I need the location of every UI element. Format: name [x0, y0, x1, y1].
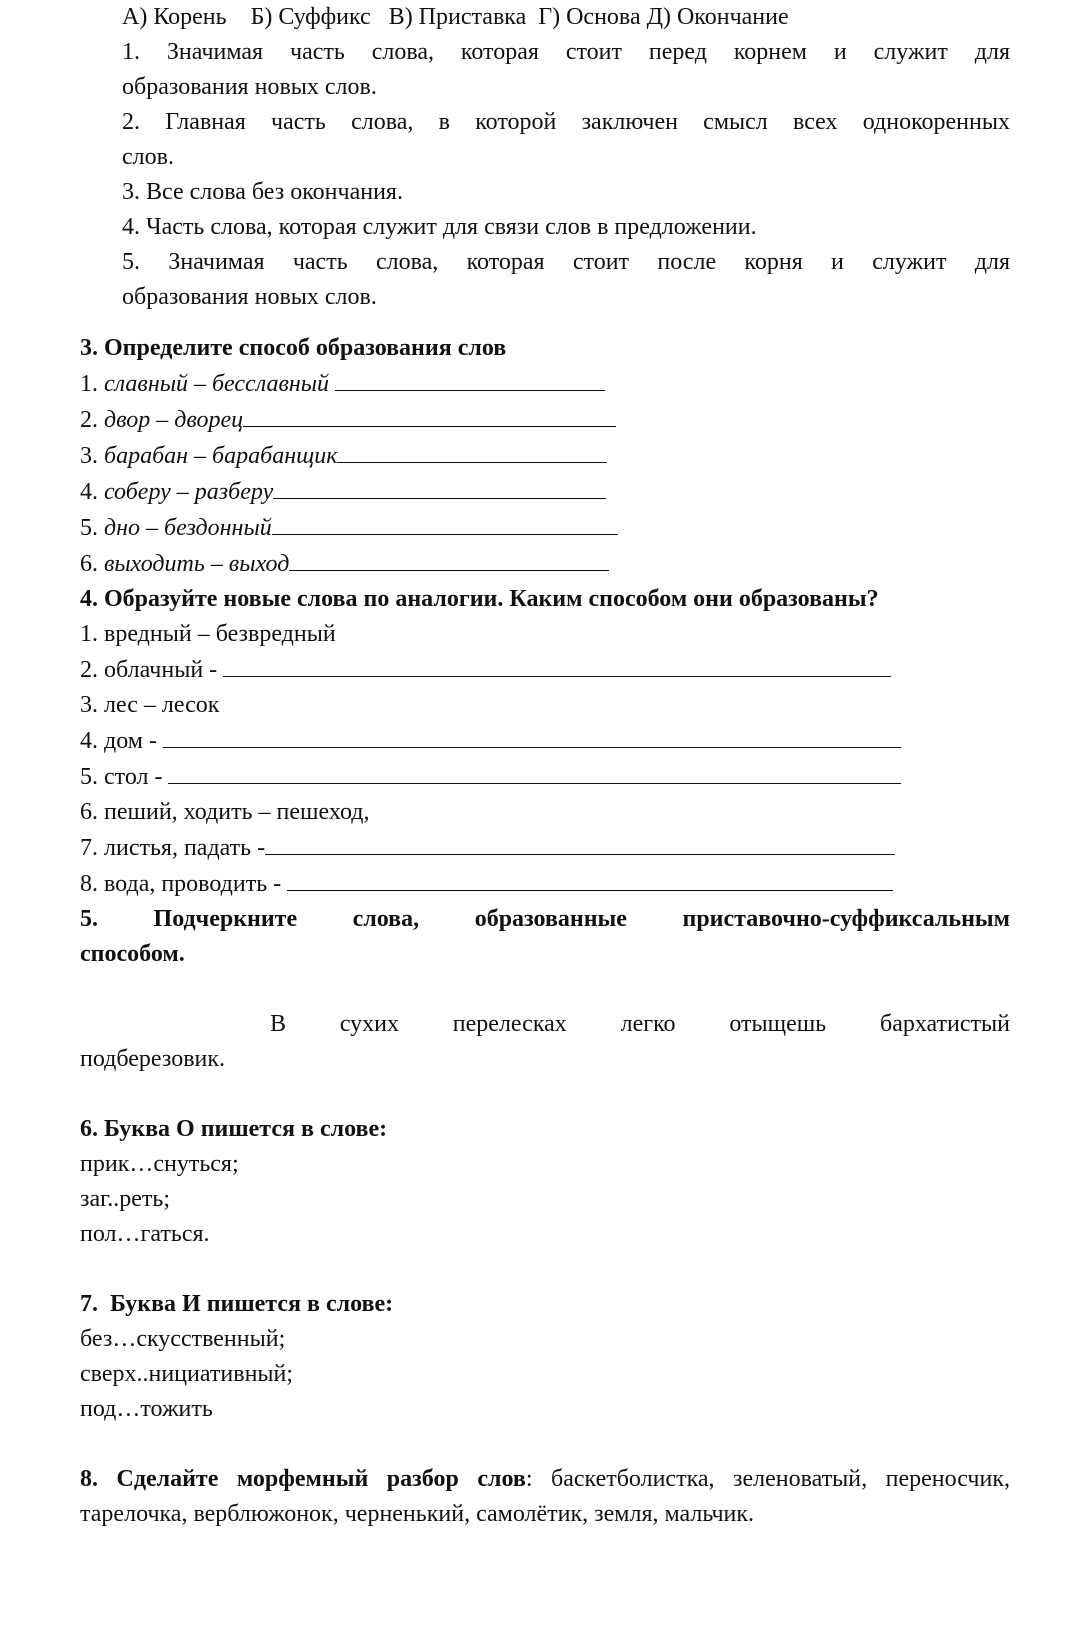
task5-title-line1: 5. Подчеркните слова, образованные приставочно-суффиксальным	[80, 906, 1010, 932]
task8-paragraph	[80, 1462, 1010, 1532]
answer-blank[interactable]	[243, 402, 616, 427]
task7-title: 7. Буква И пишется в слове:	[80, 1291, 394, 1317]
task7-word: под…тожить	[80, 1396, 213, 1422]
task3-item: 1. славный – бесславный	[80, 366, 1010, 402]
answer-blank[interactable]	[287, 866, 893, 891]
definition-5-line2: образования новых слов.	[122, 284, 377, 310]
answer-blank[interactable]	[272, 510, 618, 535]
answer-blank[interactable]	[265, 830, 895, 855]
answer-blank[interactable]	[273, 474, 606, 499]
answer-blank[interactable]	[168, 759, 901, 784]
definition-1-line1: 1. Значимая часть слова, которая стоит перед корнем и служит для	[122, 39, 1010, 65]
task6-word: заг..реть;	[80, 1186, 171, 1212]
task6-title: 6. Буква О пишется в слове:	[80, 1116, 388, 1142]
task5-title-line2: способом.	[80, 941, 185, 967]
answer-blank[interactable]	[289, 546, 609, 571]
definition-5-line1: 5. Значимая часть слова, которая стоит после корня и служит для	[122, 249, 1010, 275]
options-line: А) Корень Б) Суффикс В) Приставка Г) Основа Д) Окончание	[122, 4, 789, 30]
spacer	[80, 972, 1010, 1007]
task4-item: 4. дом -	[80, 723, 1010, 759]
task5-sentence-line2: подберезовик.	[80, 1046, 226, 1072]
definition-4: 4. Часть слова, которая служит для связи слов в предложении.	[122, 214, 757, 240]
task4-title: 4. Образуйте новые слова по аналогии. Каким способом они образованы?	[80, 586, 879, 612]
definition-3: 3. Все слова без окончания.	[122, 179, 403, 205]
answer-blank[interactable]	[335, 366, 605, 391]
task3-item: 3. барабан – барабанщик	[80, 438, 1010, 474]
spacer	[80, 1077, 1010, 1112]
task4-item: 2. облачный -	[80, 652, 1010, 688]
task3-item: 4. соберу – разберу	[80, 474, 1010, 510]
task8-title: 8. Сделайте морфемный разбор слов	[80, 1466, 526, 1492]
task5-sentence-line1: В сухих перелесках легко отыщешь бархатистый	[270, 1011, 1010, 1037]
task7-word: без…скусственный;	[80, 1326, 286, 1352]
definitions-block	[122, 0, 1010, 315]
task3-title: 3. Определите способ образования слов	[80, 335, 507, 361]
task6-word: прик…снуться;	[80, 1151, 239, 1177]
task3-item: 5. дно – бездонный	[80, 510, 1010, 546]
task4-item: 8. вода, проводить -	[80, 866, 1010, 902]
answer-blank[interactable]	[163, 723, 901, 748]
task7-word: сверх..нициативный;	[80, 1361, 294, 1387]
answer-blank[interactable]	[223, 652, 891, 677]
definition-1-line2: образования новых слов.	[122, 74, 377, 100]
task4-item: 1. вредный – безвредный	[80, 621, 336, 647]
task8-text: : баскетболистка, зеленоватый, переносчик, тарелочка, верблюжонок, черненький, самолётик, земля, мальчик.	[80, 1466, 1010, 1527]
definition-2-line1: 2. Главная часть слова, в которой заключен смысл всех однокоренных	[122, 109, 1010, 135]
task3-item: 6. выходить – выход	[80, 546, 1010, 582]
answer-blank[interactable]	[337, 438, 607, 463]
task4-item: 5. стол -	[80, 759, 1010, 795]
task3-item: 2. двор – дворец	[80, 402, 1010, 438]
task4-item: 7. листья, падать -	[80, 830, 1010, 866]
spacer	[80, 1427, 1010, 1462]
spacer	[80, 1252, 1010, 1287]
tasks-block	[80, 331, 1010, 1532]
definition-2-line2: слов.	[122, 144, 174, 170]
task4-item: 6. пеший, ходить – пешеход,	[80, 799, 370, 825]
task6-word: пол…гаться.	[80, 1221, 210, 1247]
task4-item: 3. лес – лесок	[80, 692, 220, 718]
